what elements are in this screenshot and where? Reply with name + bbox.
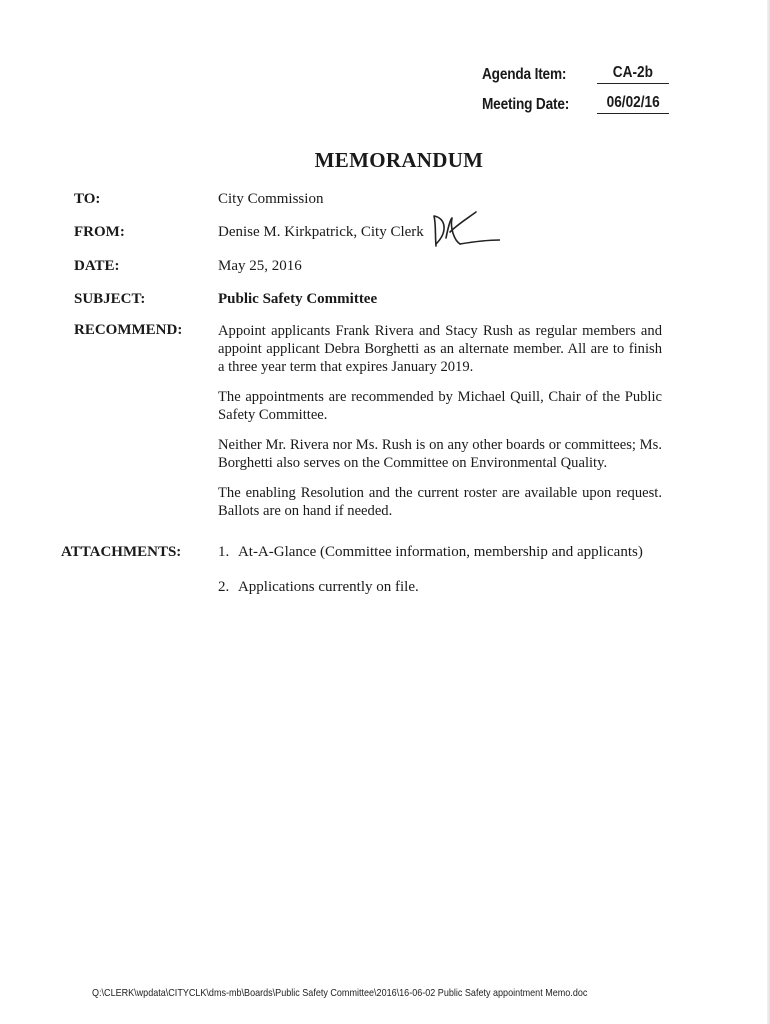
to-label: TO:	[74, 191, 101, 207]
subject-value: Public Safety Committee	[218, 291, 378, 307]
handwritten-signature	[424, 210, 500, 254]
recommend-paragraph: Appoint applicants Frank Rivera and Stacy Rush as regular members and appoint applicant Debra Borghetti as an alternate member. All are to finish a three year term that expires January 2019.	[218, 323, 662, 375]
from-value: Denise M. Kirkpatrick, City Clerk	[218, 224, 424, 240]
attachments-field	[61, 544, 681, 614]
meeting-date-row	[482, 94, 669, 114]
subject-field	[74, 291, 694, 308]
from-label: FROM:	[74, 224, 125, 240]
meeting-date-label: Meeting Date:	[482, 96, 570, 113]
date-value: May 25, 2016	[218, 258, 302, 274]
recommend-paragraph: Neither Mr. Rivera nor Ms. Rush is on any other boards or committees; Ms. Borghetti also serves on the Committee on Environmental Quality.	[218, 437, 662, 471]
agenda-item-row	[482, 64, 669, 84]
meeting-date-value: 06/02/16	[597, 94, 669, 114]
recommend-label: RECOMMEND:	[74, 322, 183, 338]
attachment-text: At-A-Glance (Committee information, membership and applicants)	[237, 544, 643, 560]
agenda-item-label: Agenda Item:	[482, 66, 567, 83]
recommend-paragraph: The appointments are recommended by Michael Quill, Chair of the Public Safety Committee.	[218, 389, 662, 423]
recommend-paragraph: The enabling Resolution and the current roster are available upon request. Ballots are on hand if needed.	[218, 485, 662, 519]
recommend-field	[74, 322, 694, 520]
recommend-body	[218, 322, 694, 520]
attachments-body	[218, 544, 681, 614]
attachments-label: ATTACHMENTS:	[61, 544, 182, 560]
to-value: City Commission	[218, 191, 324, 207]
subject-label: SUBJECT:	[74, 291, 146, 307]
attachment-text: Applications currently on file.	[237, 579, 419, 595]
file-path-footer: Q:\CLERK\wpdata\CITYCLK\dms-mb\Boards\Public Safety Committee\2016\16-06-02 Public Safety appointment Memo.doc	[92, 987, 588, 999]
attachments-list	[218, 544, 681, 596]
date-field	[74, 258, 694, 275]
from-field	[74, 224, 694, 241]
attachment-number: 2.	[218, 579, 230, 595]
agenda-item-value: CA-2b	[597, 64, 669, 84]
attachment-item	[218, 579, 681, 596]
attachment-item	[218, 544, 681, 561]
memo-title: MEMORANDUM	[314, 148, 484, 172]
attachment-number: 1.	[218, 544, 230, 560]
date-label: DATE:	[74, 258, 120, 274]
to-field	[74, 191, 694, 208]
